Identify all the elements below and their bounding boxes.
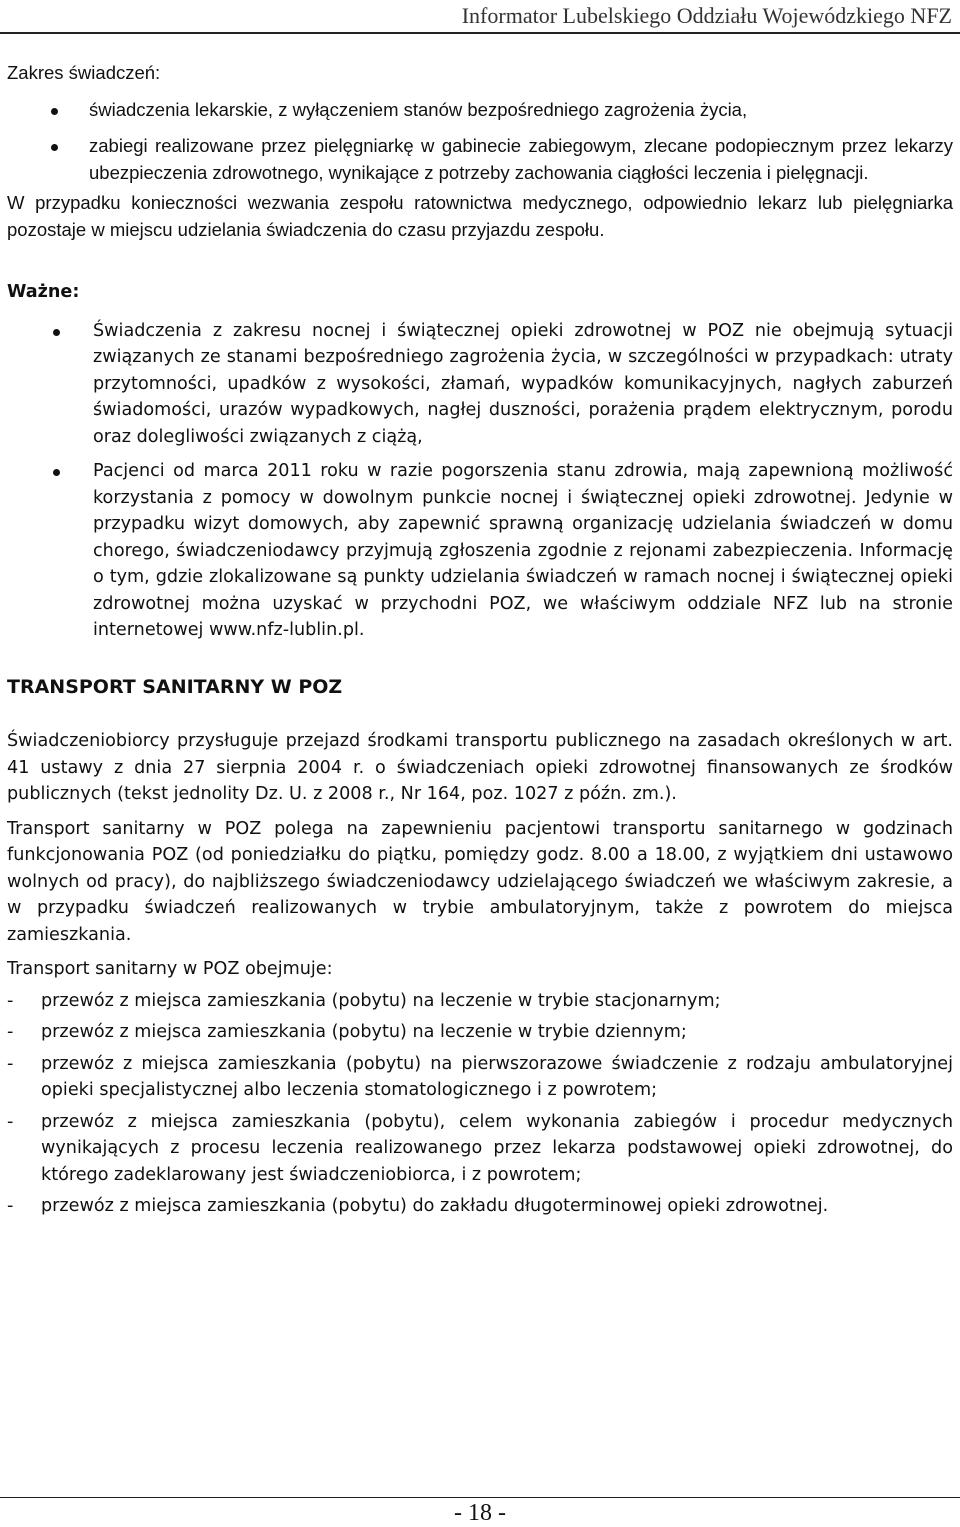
dash-marker: - — [7, 1022, 14, 1042]
transport-paragraph: Transport sanitarny w POZ obejmuje: — [7, 959, 333, 979]
list-item — [7, 318, 953, 451]
page-footer-rule — [0, 1497, 960, 1498]
transport-paragraph: Transport sanitarny w POZ polega na zapewnieniu pacjentowi transportu sanitarnego w godzinach funkcjonowania POZ (od poniedziałku do piątku, pomiędzy godz. 8.00 a 18.00, z wyjątkiem dni ustawowo wolnych od pracy), do najbliższego świadczeniodawcy udzielającego świadczeń we właściwym zakresie, a w przypadku świadczeń realizowanych w trybie ambulatoryjnym, także z powrotem do miejsca zamieszkania. — [7, 818, 953, 945]
bullet-icon — [51, 108, 58, 115]
page-header — [0, 0, 960, 34]
list-item — [7, 97, 953, 124]
list-item — [7, 988, 953, 1015]
important-heading: Ważne: — [7, 282, 80, 302]
list-item — [7, 1051, 953, 1104]
transport-list — [7, 988, 953, 1220]
transport-section — [7, 674, 953, 1220]
important-section — [7, 279, 953, 644]
transport-title: TRANSPORT SANITARNY W POZ — [7, 675, 343, 698]
transport-item-text: przewóz z miejsca zamieszkania (pobytu), celem wykonania zabiegów i procedur medycznych wynikających z procesu leczenia realizowanego przez lekarza podstawowej opieki zdrowotnej, do którego zadeklarowany jest świadczeniobiorca, i z powrotem; — [41, 1111, 953, 1185]
important-item-text: Pacjenci od marca 2011 roku w razie pogorszenia stanu zdrowia, mają zapewnioną możliwość korzystania z pomocy w dowolnym punkcie nocnej i świątecznej opieki zdrowotnej. Jedynie w przypadku wizyt domowych, aby zapewnić sprawną organizację udzielania świadczeń w domu chorego, świadczeniodawcy przyjmują zgłoszenia zgodnie z rejonami zabezpieczenia. Informację o tym, gdzie zlokalizowane są punkty udzielania świadczeń w ramach nocnej i świątecznej opieki zdrowotnej można uzyskać w przychodni POZ, we właściwym oddziale NFZ lub na stronie internetowej www.nfz-lublin.pl. — [93, 461, 953, 640]
header-title: Informator Lubelskiego Oddziału Wojewódzkiego NFZ — [461, 3, 952, 28]
transport-item-text: przewóz z miejsca zamieszkania (pobytu) na leczenie w trybie dziennym; — [41, 1022, 687, 1042]
list-item — [7, 458, 953, 644]
list-item — [7, 1193, 953, 1220]
bullet-icon — [51, 144, 58, 151]
scope-note: W przypadku konieczności wezwania zespołu ratownictwa medycznego, odpowiednio lekarz lub pielęgniarka pozostaje w miejscu udzielania świadczenia do czasu przyjazdu zespołu. — [7, 192, 953, 240]
dash-marker: - — [7, 1196, 14, 1216]
page-content — [7, 60, 953, 1220]
scope-item-text: świadczenia lekarskie, z wyłączeniem stanów bezpośredniego zagrożenia życia, — [89, 98, 748, 120]
bullet-icon — [53, 469, 60, 476]
dash-marker: - — [7, 1053, 14, 1074]
dash-marker: - — [7, 1111, 14, 1132]
dash-marker: - — [7, 990, 14, 1011]
list-item — [7, 1109, 953, 1189]
list-item — [7, 133, 953, 186]
transport-item-text: przewóz z miejsca zamieszkania (pobytu) na leczenie w trybie stacjonarnym; — [41, 990, 721, 1011]
page-number: - 18 - — [454, 1500, 506, 1526]
scope-heading: Zakres świadczeń: — [7, 62, 161, 83]
scope-list — [7, 97, 953, 187]
important-item-text: Świadczenia z zakresu nocnej i świątecznej opieki zdrowotnej w POZ nie obejmują sytuacji związanych ze stanami bezpośredniego zagrożenia życia, w szczególności w przypadkach: utraty przytomności, upadków z wysokości, złamań, wypadków komunikacyjnych, nagłych zaburzeń świadomości, urazów wypadkowych, nagłej duszności, porażenia prądem elektrycznym, porodu oraz dolegliwości związanych z ciążą, — [93, 320, 953, 447]
important-list — [7, 318, 953, 644]
scope-section — [7, 60, 953, 243]
list-item — [7, 1019, 953, 1046]
transport-item-text: przewóz z miejsca zamieszkania (pobytu) do zakładu długoterminowej opieki zdrowotnej. — [41, 1196, 829, 1216]
bullet-icon — [53, 329, 60, 336]
transport-paragraph: Świadczeniobiorcy przysługuje przejazd środkami transportu publicznego na zasadach określonych w art. 41 ustawy z dnia 27 sierpnia 2004 r. o świadczeniach opieki zdrowotnej finansowanych ze środków publicznych (tekst jednolity Dz. U. z 2008 r., Nr 164, poz. 1027 z późn. zm.). — [7, 731, 953, 804]
scope-item-text: zabiegi realizowane przez pielęgniarkę w gabinecie zabiegowym, zlecane podopiecznym przez lekarzy ubezpieczenia zdrowotnego, wynikające z potrzeby zachowania ciągłości leczenia i pielęgnacji. — [89, 135, 953, 183]
transport-item-text: przewóz z miejsca zamieszkania (pobytu) na pierwszorazowe świadczenie z rodzaju ambulatoryjnej opieki specjalistycznej albo leczenia stomatologicznego i z powrotem; — [41, 1053, 953, 1100]
